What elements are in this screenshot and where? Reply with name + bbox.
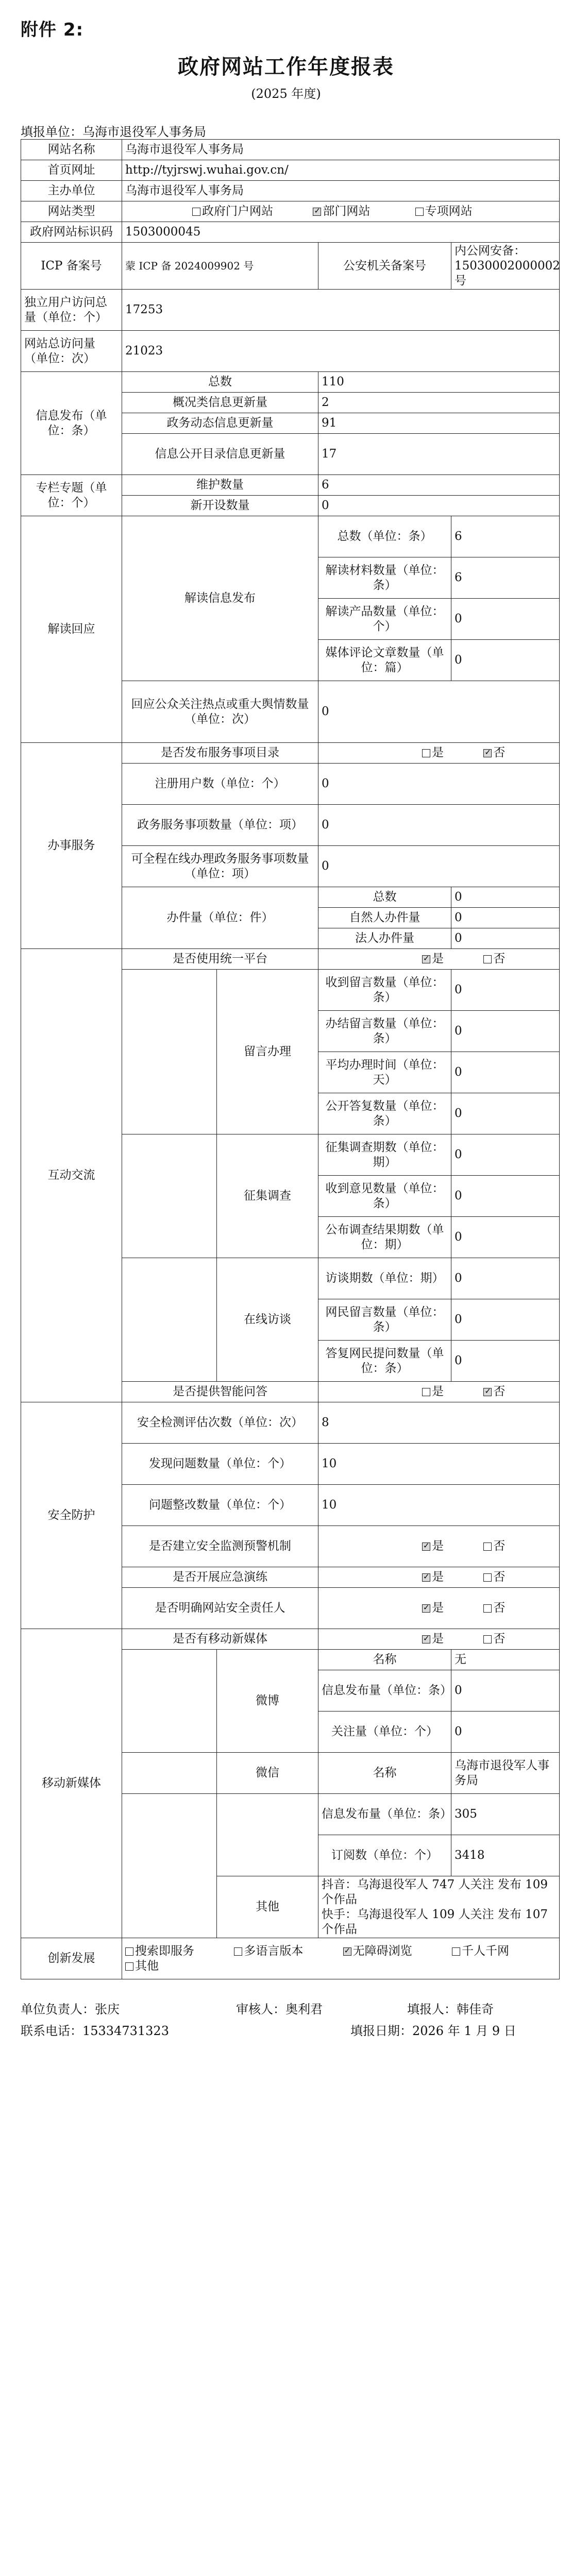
interpret-product-label: 解读产品数量（单位：个）	[318, 599, 451, 640]
row-service-catalog	[21, 743, 560, 764]
msg-done-value: 0	[451, 1011, 560, 1052]
site-type-label: 网站类型	[21, 201, 122, 222]
other-media-line-douyin: 抖音：乌海退役军人 747 人关注 发布 109 个作品	[322, 1878, 548, 1906]
checkbox-icon	[422, 749, 430, 757]
option-label: 部门网站	[323, 205, 371, 218]
checkbox-icon	[234, 1947, 242, 1956]
interview-count-label: 访谈期数（单位：期）	[318, 1258, 451, 1299]
interview-questions-label: 网民留言数量（单位：条）	[318, 1299, 451, 1341]
service-users-value: 0	[318, 764, 560, 805]
info-dynamic-label: 政务动态信息更新量	[122, 413, 318, 434]
security-found-label: 发现问题数量（单位：个）	[122, 1444, 318, 1485]
other-media-label: 其他	[217, 1876, 318, 1938]
message-label: 留言办理	[217, 970, 318, 1134]
platform-option-yes[interactable]	[422, 952, 444, 967]
interpret-total-value: 6	[451, 516, 560, 557]
service-catalog-label: 是否发布服务事项目录	[122, 743, 318, 764]
option-label: 否	[493, 952, 506, 966]
innovation-option-multilang[interactable]	[234, 1944, 303, 1959]
media-has-label: 是否有移动新媒体	[122, 1629, 318, 1650]
wechat-subs-value: 3418	[451, 1835, 560, 1876]
interpret-media-value: 0	[451, 640, 560, 681]
option-label: 是	[432, 746, 444, 760]
security-fixed-value: 10	[318, 1485, 560, 1526]
msg-done-label: 办结留言数量（单位：条）	[318, 1011, 451, 1052]
wechat-posts-value: 305	[451, 1794, 560, 1835]
platform-options	[318, 949, 560, 970]
interpret-media-label: 媒体评论文章数量（单位：篇）	[318, 640, 451, 681]
checkbox-icon	[483, 955, 492, 963]
platform-label: 是否使用统一平台	[122, 949, 318, 970]
option-label: 否	[493, 1570, 506, 1584]
survey-opinions-value: 0	[451, 1176, 560, 1217]
weibo-posts-label: 信息发布量（单位：条）	[318, 1670, 451, 1711]
row-security-check	[21, 1402, 560, 1444]
wechat-label: 微信	[217, 1753, 318, 1794]
row-info-total	[21, 372, 560, 393]
option-label: 其他	[135, 1959, 159, 1973]
option-label: 多语言版本	[244, 1944, 304, 1958]
site-code-value: 1503000045	[122, 222, 560, 243]
interview-answers-value: 0	[451, 1341, 560, 1382]
option-label: 千人千网	[461, 1944, 509, 1958]
option-label: 是	[432, 1570, 444, 1584]
footer-filler: 填报人：韩佳奇	[407, 2002, 494, 2016]
msg-received-label: 收到留言数量（单位：条）	[318, 970, 451, 1011]
blank-cell	[217, 1794, 318, 1876]
interpret-section-label: 解读回应	[21, 516, 122, 743]
row-media-has	[21, 1629, 560, 1650]
checkbox-icon	[422, 955, 430, 963]
homepage-value: http://tyjrswj.wuhai.gov.cn/	[122, 160, 560, 181]
option-label: 是	[432, 1601, 444, 1615]
media-section-label: 移动新媒体	[21, 1629, 122, 1938]
innovation-option-search[interactable]	[125, 1944, 194, 1959]
row-pv	[21, 331, 560, 372]
service-option-no[interactable]	[483, 745, 505, 760]
wechat-name-value: 乌海市退役军人事务局	[451, 1753, 560, 1794]
checkbox-icon	[483, 1543, 492, 1551]
option-label: 否	[493, 1601, 506, 1615]
service-catalog-options	[318, 743, 560, 764]
checkbox-icon	[452, 1947, 460, 1956]
handled-total-value: 0	[451, 887, 560, 908]
monitor-option-no[interactable]	[483, 1539, 505, 1554]
innovation-section-label: 创新发展	[21, 1938, 122, 1979]
other-media-line-kuaishou: 快手：乌海退役军人 109 人关注 发布 107 个作品	[322, 1907, 548, 1936]
site-code-label: 政府网站标识码	[21, 222, 122, 243]
checkbox-icon	[422, 1543, 430, 1551]
footer-reviewer: 审核人：奥利君	[236, 2002, 323, 2016]
drill-option-yes[interactable]	[422, 1570, 444, 1585]
icp-value: 蒙 ICP 备 2024009902 号	[122, 243, 318, 290]
option-label: 是	[432, 1539, 444, 1553]
checkbox-icon	[422, 1573, 430, 1582]
security-drill-label: 是否开展应急演练	[122, 1567, 318, 1588]
blank-cell	[122, 970, 217, 1134]
checkbox-icon	[483, 1604, 492, 1613]
owner-option-yes[interactable]	[422, 1601, 444, 1616]
security-section-label: 安全防护	[21, 1402, 122, 1629]
info-total-label: 总数	[122, 372, 318, 393]
row-homepage	[21, 160, 560, 181]
column-new-value: 0	[318, 496, 560, 516]
column-section-label: 专栏专题（单位：个）	[21, 475, 122, 516]
monitor-option-yes[interactable]	[422, 1539, 444, 1554]
row-site-type	[21, 201, 560, 222]
info-overview-value: 2	[318, 393, 560, 413]
blank-cell	[122, 1258, 217, 1382]
type-option-special[interactable]	[415, 204, 473, 219]
uv-value: 17253	[122, 290, 560, 331]
drill-option-no[interactable]	[483, 1570, 505, 1585]
option-label: 否	[493, 746, 506, 760]
checkbox-icon	[483, 1635, 492, 1643]
column-maintain-value: 6	[318, 475, 560, 496]
weibo-name-value: 无	[451, 1650, 560, 1670]
msg-public-value: 0	[451, 1093, 560, 1134]
other-media-value	[318, 1876, 560, 1938]
interview-answers-label: 答复网民提问数量（单位：条）	[318, 1341, 451, 1382]
service-online-label: 可全程在线办理政务服务事项数量（单位：项）	[122, 846, 318, 887]
checkbox-icon	[422, 1604, 430, 1613]
site-name-value: 乌海市退役军人事务局	[122, 140, 560, 160]
row-column-maintain	[21, 475, 560, 496]
security-drill-options	[318, 1567, 560, 1588]
interaction-section-label: 互动交流	[21, 949, 122, 1402]
option-label: 否	[493, 1632, 506, 1646]
checkbox-icon	[483, 1573, 492, 1582]
service-items-label: 政务服务事项数量（单位：项）	[122, 805, 318, 846]
legal-label: 法人办件量	[318, 928, 451, 949]
police-label: 公安机关备案号	[318, 243, 451, 290]
filling-unit: 填报单位：乌海市退役军人事务局	[21, 125, 206, 139]
service-users-label: 注册用户数（单位：个）	[122, 764, 318, 805]
smart-option-no[interactable]	[483, 1384, 505, 1399]
innovation-option-other[interactable]	[125, 1959, 159, 1974]
blank-cell	[122, 1134, 217, 1258]
info-dynamic-value: 91	[318, 413, 560, 434]
report-title: 政府网站工作年度报表	[178, 55, 394, 79]
legal-value: 0	[451, 928, 560, 949]
info-catalog-label: 信息公开目录信息更新量	[122, 434, 318, 475]
footer-phone: 联系电话：15334731323	[21, 2024, 169, 2038]
checkbox-icon	[125, 1962, 133, 1971]
column-new-label: 新开设数量	[122, 496, 318, 516]
msg-public-label: 公开答复数量（单位：条）	[318, 1093, 451, 1134]
checkbox-icon	[422, 1635, 430, 1643]
security-fixed-label: 问题整改数量（单位：个）	[122, 1485, 318, 1526]
security-check-label: 安全检测评估次数（单位：次）	[122, 1402, 318, 1444]
option-label: 是	[432, 952, 444, 966]
wechat-subs-label: 订阅数（单位：个）	[318, 1835, 451, 1876]
option-label: 无障碍浏览	[352, 1944, 412, 1958]
weibo-label: 微博	[217, 1650, 318, 1753]
checkbox-icon	[483, 1388, 492, 1396]
msg-time-value: 0	[451, 1052, 560, 1093]
sponsor-value: 乌海市退役军人事务局	[122, 181, 560, 201]
survey-opinions-label: 收到意见数量（单位：条）	[318, 1176, 451, 1217]
row-site-code	[21, 222, 560, 243]
report-year: (2025 年度)	[251, 87, 321, 101]
innovation-options	[122, 1938, 560, 1979]
row-site-name	[21, 140, 560, 160]
smart-qa-options	[318, 1382, 560, 1402]
row-interpret-total	[21, 516, 560, 557]
attachment-label: 附件 2:	[21, 20, 84, 40]
info-overview-label: 概况类信息更新量	[122, 393, 318, 413]
option-label: 搜索即服务	[135, 1944, 194, 1958]
interview-questions-value: 0	[451, 1299, 560, 1341]
survey-result-value: 0	[451, 1217, 560, 1258]
service-option-yes[interactable]	[422, 745, 444, 760]
blank-cell	[122, 1753, 217, 1794]
site-name-label: 网站名称	[21, 140, 122, 160]
info-total-value: 110	[318, 372, 560, 393]
police-value: 内公网安备：15030002000002 号	[451, 243, 560, 290]
security-check-value: 8	[318, 1402, 560, 1444]
option-label: 政府门户网站	[202, 205, 273, 218]
platform-option-no[interactable]	[483, 952, 505, 967]
service-online-value: 0	[318, 846, 560, 887]
blank-cell	[122, 1794, 217, 1938]
row-platform	[21, 949, 560, 970]
footer-date: 填报日期：2026 年 1 月 9 日	[350, 2024, 516, 2038]
security-owner-options	[318, 1588, 560, 1629]
checkbox-icon	[415, 208, 424, 216]
row-innovation	[21, 1938, 560, 1979]
wechat-name-label: 名称	[318, 1753, 451, 1794]
security-found-value: 10	[318, 1444, 560, 1485]
blank-cell	[122, 1650, 217, 1753]
wechat-posts-label: 信息发布量（单位：条）	[318, 1794, 451, 1835]
homepage-label: 首页网址	[21, 160, 122, 181]
checkbox-icon	[192, 208, 200, 216]
interpret-respond-value: 0	[318, 681, 560, 743]
row-sponsor	[21, 181, 560, 201]
checkbox-icon	[422, 1388, 430, 1396]
weibo-follow-label: 关注量（单位：个）	[318, 1711, 451, 1753]
interpret-total-label: 总数（单位：条）	[318, 516, 451, 557]
innovation-option-personalized[interactable]	[452, 1944, 509, 1959]
survey-label: 征集调查	[217, 1134, 318, 1258]
interpret-publish-label: 解读信息发布	[122, 516, 318, 681]
service-items-value: 0	[318, 805, 560, 846]
natural-value: 0	[451, 908, 560, 928]
msg-time-label: 平均办理时间（单位：天）	[318, 1052, 451, 1093]
msg-received-value: 0	[451, 970, 560, 1011]
row-icp	[21, 243, 560, 290]
smart-qa-label: 是否提供智能问答	[122, 1382, 318, 1402]
type-option-department[interactable]	[313, 204, 370, 219]
uv-label: 独立用户访问总量（单位：个）	[21, 290, 122, 331]
smart-option-yes[interactable]	[422, 1384, 444, 1399]
weibo-posts-value: 0	[451, 1670, 560, 1711]
handled-total-label: 总数	[318, 887, 451, 908]
security-owner-label: 是否明确网站安全责任人	[122, 1588, 318, 1629]
weibo-name-label: 名称	[318, 1650, 451, 1670]
icp-label: ICP 备案号	[21, 243, 122, 290]
interpret-product-value: 0	[451, 599, 560, 640]
service-section-label: 办事服务	[21, 743, 122, 949]
checkbox-icon	[125, 1947, 133, 1956]
footer-unit-head: 单位负责人：张庆	[21, 2002, 120, 2016]
interpret-material-value: 6	[451, 557, 560, 599]
site-type-options	[122, 201, 560, 222]
checkbox-icon	[343, 1947, 351, 1956]
interview-count-value: 0	[451, 1258, 560, 1299]
checkbox-icon	[313, 208, 321, 216]
natural-label: 自然人办件量	[318, 908, 451, 928]
sponsor-label: 主办单位	[21, 181, 122, 201]
pv-value: 21023	[122, 331, 560, 372]
pv-label: 网站总访问量（单位：次）	[21, 331, 122, 372]
interpret-material-label: 解读材料数量（单位：条）	[318, 557, 451, 599]
info-catalog-value: 17	[318, 434, 560, 475]
owner-option-no[interactable]	[483, 1601, 505, 1616]
info-section-label: 信息发布（单位：条）	[21, 372, 122, 475]
media-option-no[interactable]	[483, 1632, 505, 1647]
checkbox-icon	[483, 749, 492, 757]
option-label: 否	[493, 1539, 506, 1553]
interpret-respond-label: 回应公众关注热点或重大舆情数量（单位：次）	[122, 681, 318, 743]
option-label: 是	[432, 1632, 444, 1646]
security-monitor-options	[318, 1526, 560, 1567]
column-maintain-label: 维护数量	[122, 475, 318, 496]
survey-count-value: 0	[451, 1134, 560, 1176]
option-label: 专项网站	[425, 205, 473, 218]
option-label: 否	[493, 1385, 506, 1399]
survey-result-label: 公布调查结果期数（单位：期）	[318, 1217, 451, 1258]
interview-label: 在线访谈	[217, 1258, 318, 1382]
report-table	[21, 139, 560, 1979]
security-monitor-label: 是否建立安全监测预警机制	[122, 1526, 318, 1567]
type-option-portal[interactable]	[192, 204, 273, 219]
innovation-option-accessible[interactable]	[343, 1944, 412, 1959]
media-has-options	[318, 1629, 560, 1650]
survey-count-label: 征集调查期数（单位：期）	[318, 1134, 451, 1176]
service-handled-label: 办件量（单位：件）	[122, 887, 318, 949]
row-uv	[21, 290, 560, 331]
weibo-follow-value: 0	[451, 1711, 560, 1753]
media-option-yes[interactable]	[422, 1632, 444, 1647]
option-label: 是	[432, 1385, 444, 1399]
